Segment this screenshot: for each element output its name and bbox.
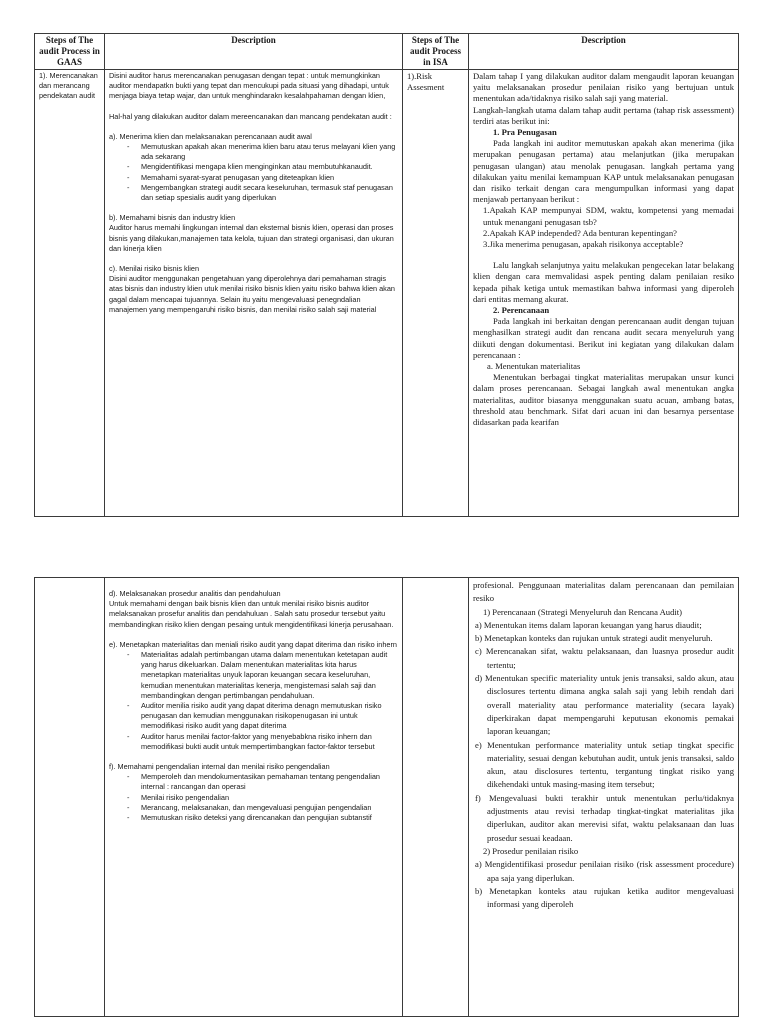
gaas-hal: Hal-hal yang dilakukan auditor dalam mereencanakan dan mancang pendekatan audit : (109, 111, 392, 121)
gaas-d-text: Untuk memahami dengan baik bisnis klien dan untuk menilai risiko bisnis auditor melaksanakan prosefur analitis dan pendahuluan . Salah satu prosedur tersebut yaitu membandingkan risiko klien dengan pesaing untuk mengidentifikasi kinerja perusahaan. (109, 599, 394, 629)
isa-question: 1.Apakah KAP mempunyai SDM, waktu, kompetensi yang memadai untuk menangani penugasan tsb? (483, 205, 734, 227)
gaas-intro: Disini auditor harus merencanakan penugasan dengan tepat : untuk memungkinkan auditor mendapatkn bukti yang tepat dan mencukupi pada situasi yang dihadapi, untuk menjaga biaya tetap wajar, dan untuk menghindarakn kesalahpahaman dengan klien, (109, 71, 389, 101)
isa-sub-a: a. Menentukan materialitas (487, 361, 581, 372)
isa-h1-text2: Lalu langkah selanjutnya yaitu melakukan pengecekan latar belakang klien dengan cara memvalidasi aspek penting dalam penilaian resiko kepada pihak ketiga untuk memastikan bahwa informasi yang diperoleh dari entitas memang akurat. (473, 260, 734, 304)
gaas-c-text: Disini auditor menggunakan pengetahuan yang diperolehnya dari pemahaman stragis atas bisnis dan industry klien utuk menilai risiko bisnis klien yaitu risiko bahwa klien akan gagal dalam mencapai tujuannya. Selain itu yaitu mengevaluasi penegndalian manajemen yang mempengaruhi risiko bisnis, dan menilai risiko salah saji material (109, 274, 395, 314)
gaas-d-title: d). Melaksanakan prosedur analitis dan pendahuluan (109, 589, 281, 598)
table-row (35, 70, 739, 517)
gaas-f-list (109, 772, 398, 823)
audit-comparison-table-2 (34, 577, 739, 1017)
gaas-f-title: f). Memahami pengendalian internal dan menilai risiko pengendalian (109, 762, 330, 772)
header-description-gaas: Description (105, 34, 403, 70)
gaas-b-title: b). Memahami bisnis dan industry klien (109, 213, 236, 223)
list-item: e) Menentukan performance materiality untuk setiap tingkat specific materiality, sesuai dengan kebutuhan audit, untuk jenis transaksi, saldo akun, atau disclosures tertentu, tergantung tingkat risiko yang dikehendaki untuk masing-masing item tersebut; (475, 739, 734, 790)
isa-step-cell: 1).Risk Assesment (403, 70, 469, 517)
list-item: - Materialitas adalah pertimbangan utama dalam menentukan ketetapan audit yang harus dikeluarkan. Dalam menentukan materialitas kita harus menetapkan materialitas unyuk laporan keuangan secara keseluruhan, kemudian menentukan materialitas kenerja, mengistemasi salah saji dan membandingkan dengan pertimbangan pendahuluan. (127, 650, 398, 701)
isa-p1: Dalam tahap I yang dilakukan auditor dalam mengaudit laporan keuangan yaitu melaksanakan prosedur penilaian risiko yang bertujuan untuk menentukan ada/tidaknya risiko salah saji yang material. (473, 71, 734, 104)
isa-p2: Langkah-langkah utama dalam tahap audit pertama (tahap risk assessment) terdiri atas berikut ini: (473, 104, 734, 126)
isa-description-cell (469, 70, 739, 517)
gaas-b-text: Auditor harus memahi lingkungan internal dan eksternal bisnis klien, operasi dan proses bisnis yang dilakukan,manajemen tata kelola, tujuan dan strategi organisasi, dan ukuran dan kinerja klien (109, 223, 394, 253)
gaas-c-title: c). Menilai risiko bisnis klien (109, 264, 200, 274)
list-item: b) Menetapkan konteks atau rujukan ketika auditor mengevaluasi informasi yang diperoleh (475, 885, 734, 910)
gaas-a-title: a). Menerima klien dan melaksanakan perencanaan audit awal (109, 131, 312, 141)
gaas-step-cell: 1). Merencanakan dan merancang pendekatan audit (35, 70, 105, 517)
header-steps-isa: Steps of The audit Process in ISA (403, 34, 469, 70)
isa-description-cell (469, 578, 739, 1017)
audit-comparison-table-1 (34, 33, 739, 517)
list-item: f) Mengevaluasi bukti terakhir untuk menentukan perlu/tidaknya adjustments atau revisi terhadap tingkat-tingkat materialitas jika diperlukan, auditor akan merevisi sifat, waktu pelaksanaan dan luas prosedur sesuai keadaan. (475, 792, 734, 843)
list-item: b) Menetapkan konteks dan rujukan untuk strategi audit menyeluruh. (475, 633, 713, 644)
list-item: - Memutuskan apakah akan menerima klien baru atau terus melayani klien yang ada sekarang (127, 142, 398, 162)
gaas-step-cell-empty (35, 578, 105, 1017)
gaas-description-cell (105, 70, 403, 517)
gaas-e-list (109, 650, 398, 752)
list-item: - Menilai risiko pengendalian (127, 793, 398, 803)
header-row (35, 34, 739, 70)
gaas-a-list (109, 142, 398, 203)
header-steps-gaas: Steps of The audit Process in GAAS (35, 34, 105, 70)
isa-continuation: profesional. Penggunaan materialitas dalam perencanaan dan pemilaian resiko (473, 580, 734, 604)
list-item: - Memahami syarat-syarat penugasan yang diteteapkan klien (127, 173, 398, 183)
isa-question: 3.Jika menerima penugasan, apakah risikonya acceptable? (483, 239, 684, 250)
list-item: - Merancang, melaksanakan, dan mengevaluasi pengujian pengendalian (127, 803, 398, 813)
isa-heading-perencanaan: 2. Perencanaan (493, 305, 550, 316)
list-item: - Mengembangkan strategi audit secara keseluruhan, termasuk staf penugasan dan setiap spesialis audit yang diperlukan (127, 183, 398, 203)
list-item: d) Menentukan specific materiality untuk jenis transaksi, saldo akun, atau disclosures tertentu dimana angka salah saji yang lebih rendah dari overall materiality atau performance materiality (secara layak) diperkirakan dapat mempengaruhi keputusan ekonomis pemakai laporan keuangan; (475, 673, 734, 737)
list-item: a) Mengidentifikasi prosedur penilaian risiko (risk assessment procedure) apa saja yang diperlukan. (475, 859, 734, 883)
list-item: - Memutuskan risiko deteksi yang direncanakan dan pengujian subtanstif (127, 813, 398, 823)
gaas-e-title: e). Menetapkan materialitas dan meniali risiko audit yang dapat diterima dan risiko inhern (109, 639, 397, 649)
isa-h1-text: Pada langkah ini auditor memutuskan apakah akan menerima (jika merupakan penugasan pertama) atau melanjutkan (jika merupakan penugasan ulangan) atau menolak penugasan. langkah pertama yang dilakukan yaitu menilai kemampuan KAP untuk melaksanakan penugasan dan risiko terkait dengan cara mengumpulkan informasi yang dapat menjawab pertanyaan berikut : (473, 138, 734, 205)
isa-question: 2.Apakah KAP independed? Ada benturan kepentingan? (483, 227, 677, 238)
header-description-isa: Description (469, 34, 739, 70)
table-row (35, 578, 739, 1017)
list-item: c) Merencanakan sifat, waktu pelaksanaan, dan luasnya prosedur audit tertentu; (475, 646, 734, 670)
isa-h2-text: Pada langkah ini berkaitan dengan perencanaan audit dengan tujuan menghasilkan strategi audit dan rencana audit secara menyeluruh yang diikuti dengan dokumentasi. Berikut ini kegiatan yang dilakukan dalam perencanaan : (473, 316, 734, 360)
list-item: - Auditor harus menilai factor-faktor yang menyebabkna risiko inhern dan memodifikasi bukti audit untuk mempertimbangkan factor-faktor tersebut (127, 732, 398, 752)
isa-a-text: Menentukan berbagai tingkat materialitas merupakan unsur kunci dalam proses perencanaan. Sebagai langkah awal menentukan angka materialitas, auditor biasanya menggunakan suatu acuan, ambang batas, threshold atau benchmark. Sifat dari acuan ini dan besarnya persentase didasarkan pada kearifan (473, 372, 734, 428)
list-item: - Mengidentifikasi mengapa klien menginginkan atau membutuhkanaudit. (127, 162, 398, 172)
list-item: - Auditor menilia risiko audit yang dapat diterima denagn memutuskan risiko penugasan dan kemudian menggunakan risikopenugasan ini untuk memodifikasi risiko audit yang dapat diterima (127, 701, 398, 732)
isa-step-cell-empty (403, 578, 469, 1017)
isa-section-2: 2) Prosedur penilaian risiko (483, 845, 579, 856)
gaas-description-cell (105, 578, 403, 1017)
list-item: a) Menentukan items dalam laporan keuangan yang harus diaudit; (475, 619, 702, 630)
isa-heading-pra-penugasan: 1. Pra Penugasan (493, 127, 557, 138)
isa-section-1: 1) Perencanaan (Strategi Menyeluruh dan Rencana Audit) (483, 606, 683, 617)
list-item: - Memperoleh dan mendokumentasikan pemahaman tentang pengendalian internal : rancangan dan operasi (127, 772, 398, 792)
